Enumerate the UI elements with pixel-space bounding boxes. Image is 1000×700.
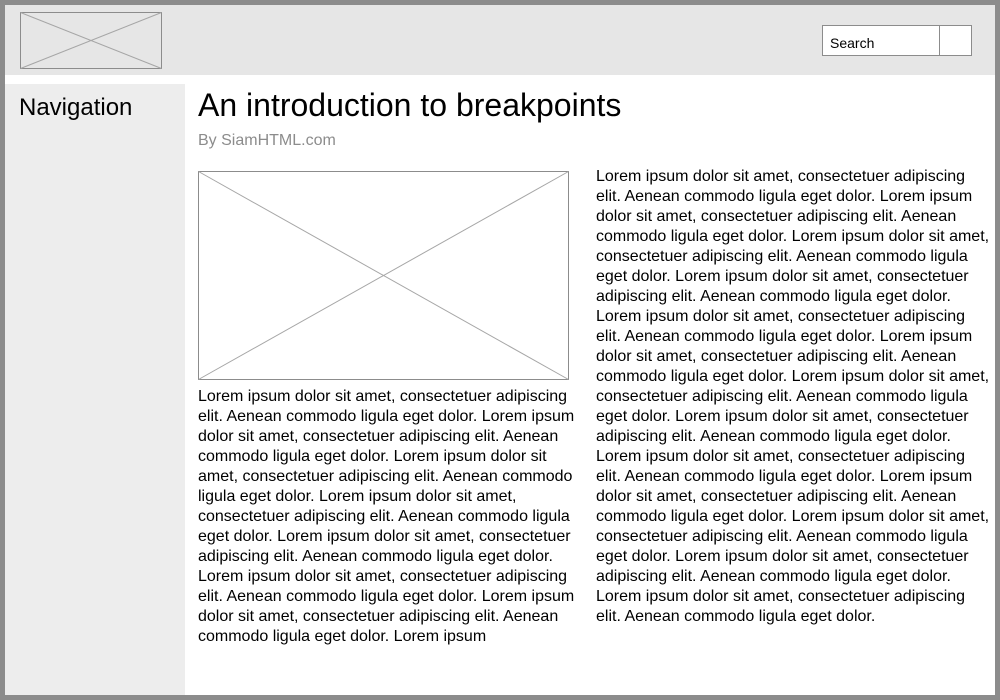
sidebar [5, 84, 185, 700]
header [5, 5, 995, 75]
image-placeholder-icon [20, 12, 162, 69]
byline: By SiamHTML.com [198, 132, 336, 149]
hero-image-placeholder [198, 171, 569, 380]
logo-placeholder[interactable] [20, 12, 162, 69]
page-title: An introduction to breakpoints [198, 87, 622, 123]
image-placeholder-icon [198, 171, 569, 380]
search-box [822, 25, 972, 56]
body-text-left: Lorem ipsum dolor sit amet, consectetuer adipiscing elit. Aenean commodo ligula eget dolor. Lorem ipsum dolor sit amet, consectetuer adipiscing elit. Aenean commodo ligula eget dolor. Lorem ipsum dolor sit amet, consectetuer adipiscing elit. Aenean commodo ligula eget dolor. Lorem ipsum dolor sit amet, consectetuer adipiscing elit. Aenean commodo ligula eget dolor. Lorem ipsum dolor sit amet, consectetuer adipiscing elit. Aenean commodo ligula eget dolor. Lorem ipsum dolor sit amet, consectetuer adipiscing elit. Aenean commodo ligula eget dolor. Lorem ipsum dolor sit amet, consectetuer adipiscing elit. Aenean commodo ligula eget dolor. Lorem ipsum [198, 388, 575, 645]
search-button[interactable] [940, 26, 971, 55]
sidebar-title[interactable]: Navigation [19, 94, 133, 121]
body-text-right: Lorem ipsum dolor sit amet, consectetuer adipiscing elit. Aenean commodo ligula eget dolor. Lorem ipsum dolor sit amet, consectetuer adipiscing elit. Aenean commodo ligula eget dolor. Lorem ipsum dolor sit amet, consectetuer adipiscing elit. Aenean commodo ligula eget dolor. Lorem ipsum dolor sit amet, consectetuer adipiscing elit. Aenean commodo ligula eget dolor. Lorem ipsum dolor sit amet, consectetuer adipiscing elit. Aenean commodo ligula eget dolor. Lorem ipsum dolor sit amet, consectetuer adipiscing elit. Aenean commodo ligula eget dolor. Lorem ipsum dolor sit amet, consectetuer adipiscing elit. Aenean commodo ligula eget dolor. Lorem ipsum dolor sit amet, consectetuer adipiscing elit. Aenean commodo ligula eget dolor. Lorem ipsum dolor sit amet, consectetuer adipiscing elit. Aenean commodo ligula eget dolor. Lorem ipsum dolor sit amet, consectetuer adipiscing elit. Aenean commodo ligula eget dolor. Lorem ipsum dolor sit amet, consectetuer adipiscing elit. Aenean commodo ligula eget dolor. Lorem ipsum dolor sit amet, consectetuer adipiscing elit. Aenean commodo ligula eget dolor. Lorem ipsum dolor sit amet, consectetuer adipiscing elit. Aenean commodo ligula eget dolor. [596, 168, 990, 625]
search-input[interactable] [823, 26, 940, 55]
